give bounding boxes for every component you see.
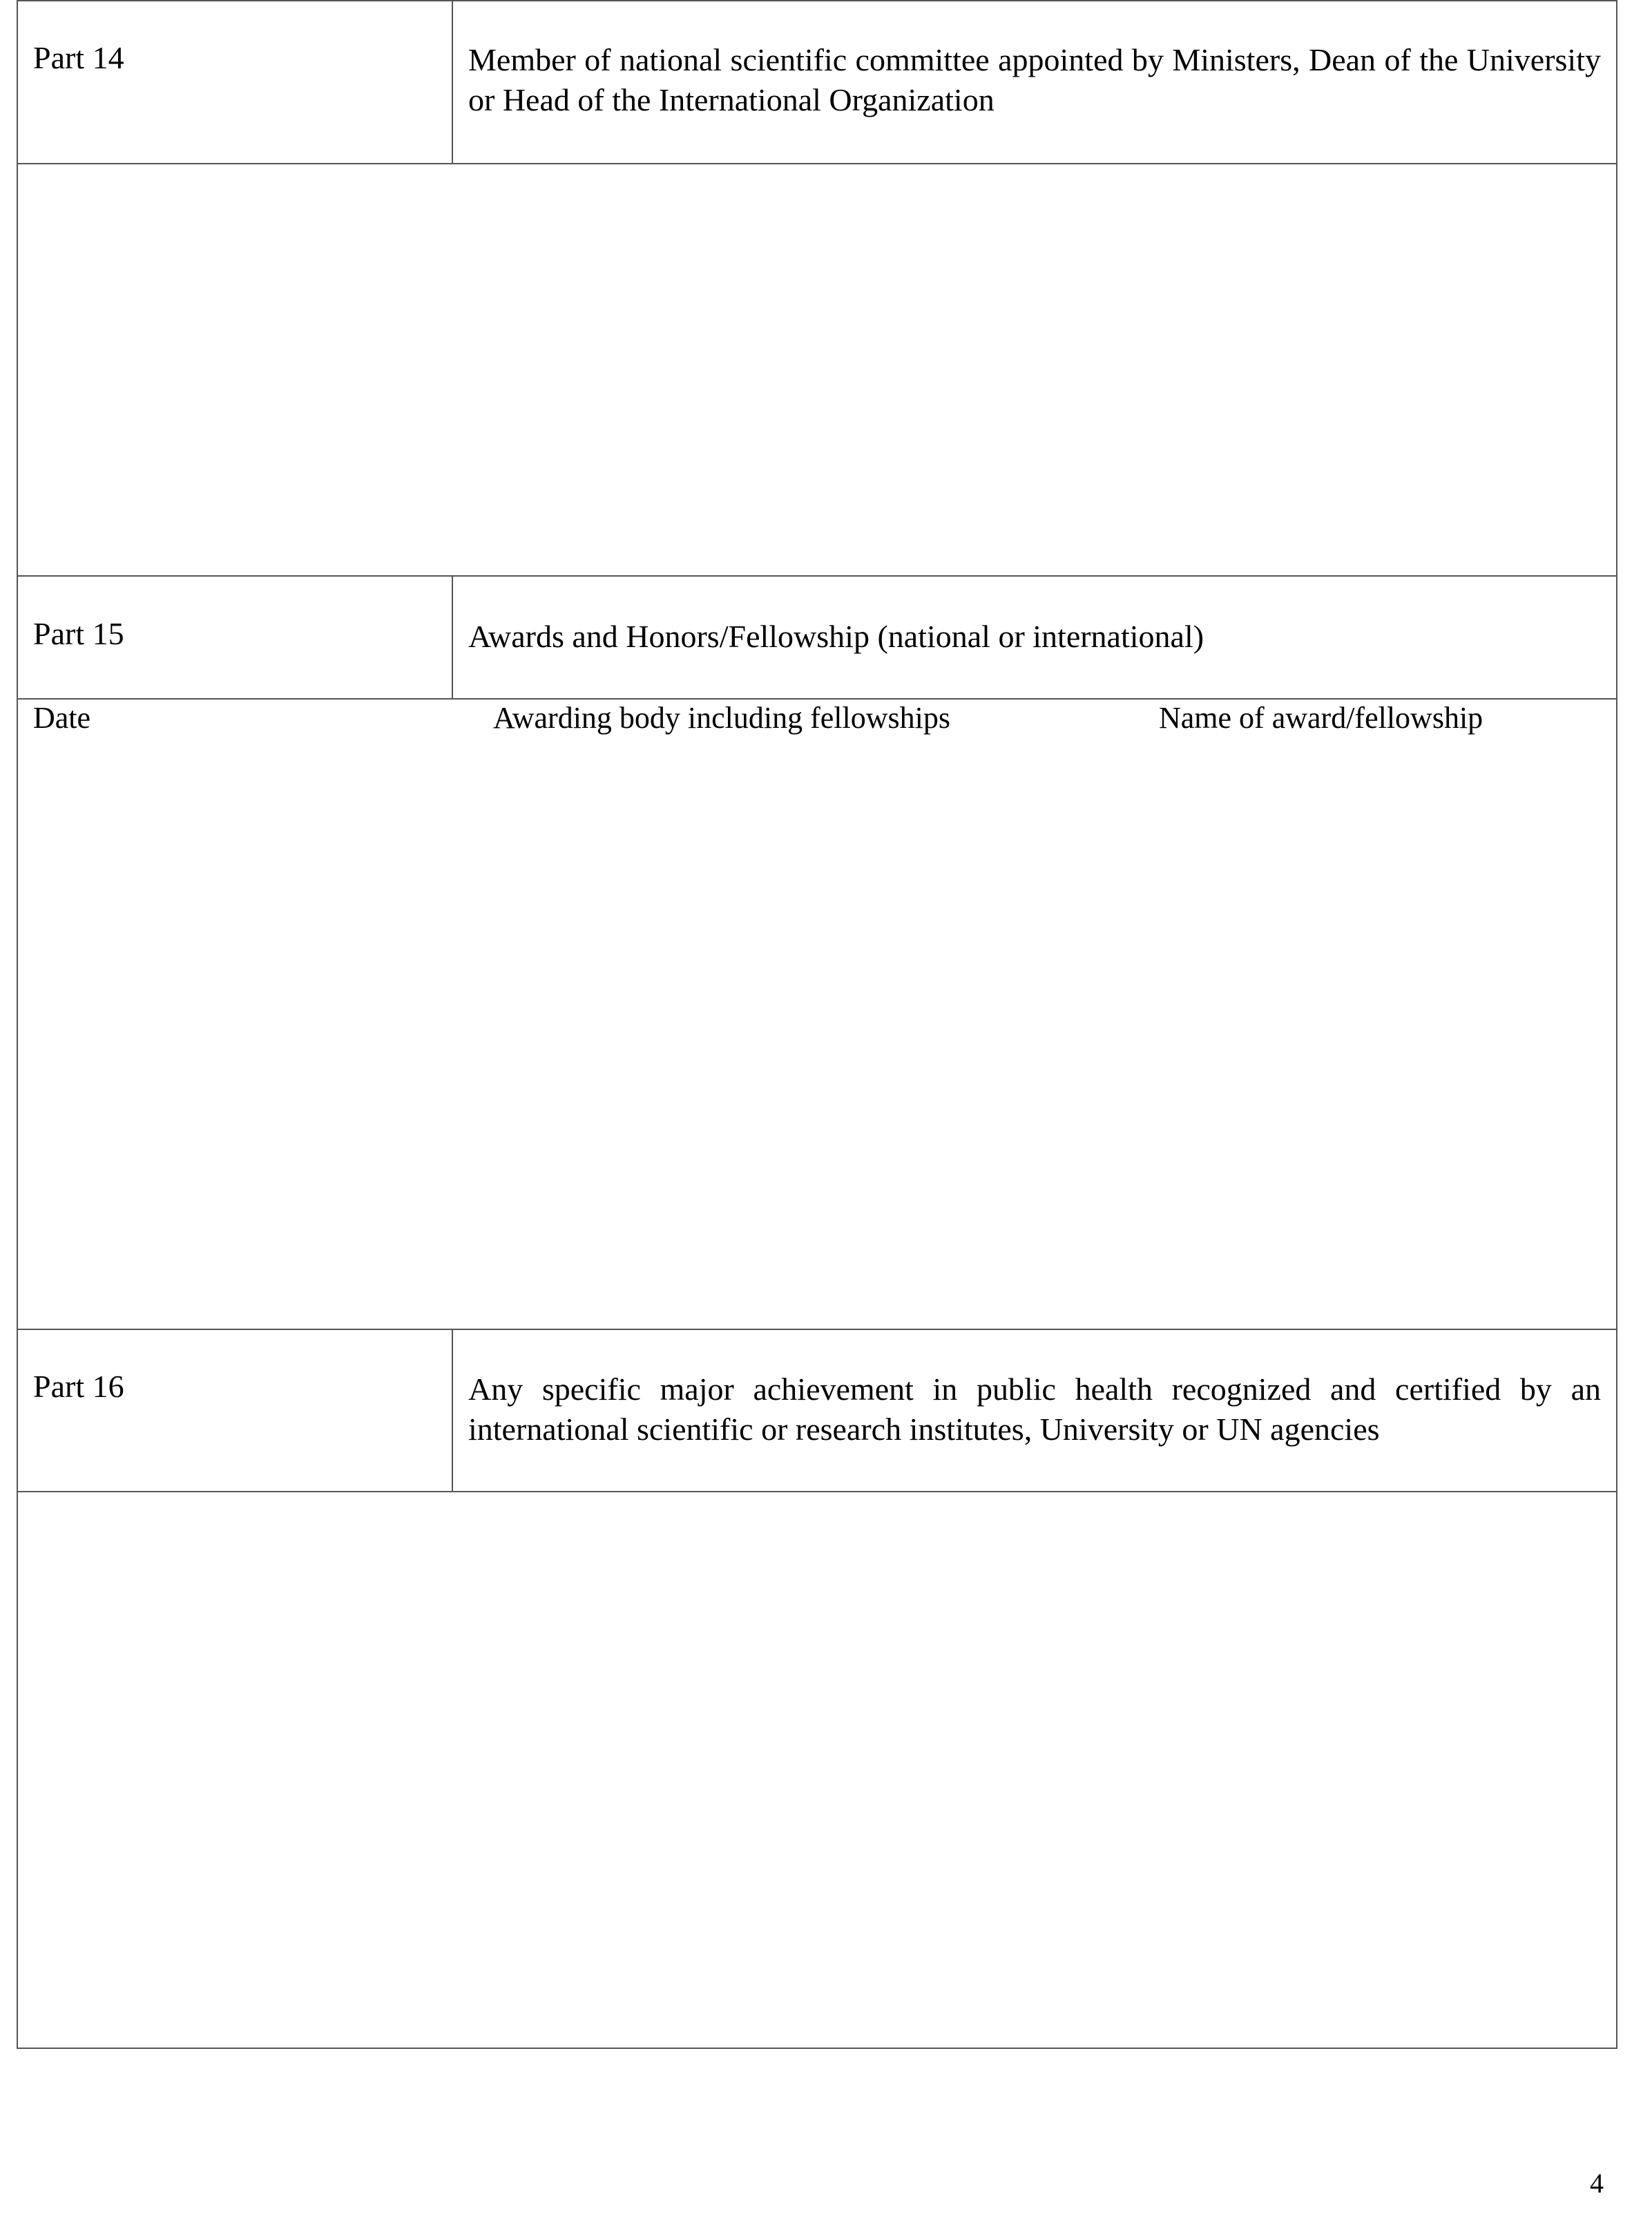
column-header-award-name: Name of award/fellowship (1159, 701, 1483, 735)
part-16-entry-area[interactable] (17, 1491, 1617, 2049)
part-16-description: Any specific major achievement in public health recognized and certified by an international scientific or research institutes, University or UN agencies (468, 1371, 1601, 1447)
part-16-label: Part 16 (33, 1369, 124, 1404)
part-15-label: Part 15 (33, 616, 124, 651)
part-14-description: Member of national scientific committee appointed by Ministers, Dean of the University or Head of the International Organization (468, 42, 1601, 117)
column-header-awarding-body: Awarding body including fellowships (493, 701, 950, 735)
part-16-label-cell (17, 1329, 453, 1492)
part-14-label: Part 14 (33, 40, 124, 75)
page-number: 4 (1590, 2168, 1604, 2199)
part-14-entry-area[interactable] (17, 163, 1617, 577)
part-15-description: Awards and Honors/Fellowship (national or international) (468, 619, 1204, 654)
column-header-date: Date (33, 701, 91, 735)
part-15-entry-area[interactable] (17, 698, 1617, 1330)
part-14-label-cell (17, 0, 453, 164)
